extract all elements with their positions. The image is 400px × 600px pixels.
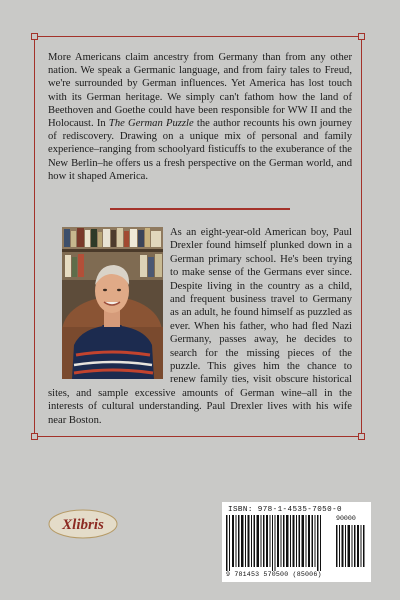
author-bio xyxy=(48,226,352,427)
barcode-panel xyxy=(222,502,371,582)
barcode-graphic xyxy=(226,515,367,571)
frame-corner-top-left xyxy=(31,33,38,40)
frame-corner-top-right xyxy=(358,33,365,40)
book-title: The German Puzzle xyxy=(108,118,194,130)
blurb-text-part1: More Americans claim ancestry from Germany than from any other nation. We speak a Germanic language, and from fairy tales to Freud, we're surrounded by German influences. Yet America has lost touch with its German heritage. We simply can't fathom how the land of Beethoven and Goethe could have been responsible for WW II and the Holocaust. In xyxy=(48,52,352,130)
frame-corner-bottom-left xyxy=(31,433,38,440)
barcode-digits xyxy=(226,571,322,578)
barcode-addon-digits: (85006) xyxy=(292,571,322,578)
book-blurb xyxy=(48,51,352,183)
section-divider xyxy=(110,208,290,210)
isbn-label: ISBN: 978-1-4535-7050-0 xyxy=(228,506,343,514)
author-bio-text: As an eight-year-old American boy, Paul Drexler found himself plunked down in a German primary school. He's been trying to make sense of the Germans ever since. Despite living in the country as a child, and frequent business travel to Germany as an adult, he found himself as puzzled as ever. When his father, who had fled Nazi Germany, passes away, he decides to search for the missing pieces of the puzzle. This gives him the chance to renew family ties, visit obscure historical sites, and sample excessive amounts of German wine–all in the interests of cultural understanding. Paul Drexler lives with his wife near Boston. xyxy=(48,227,352,426)
publisher-logo xyxy=(48,508,118,540)
frame-corner-bottom-right xyxy=(358,433,365,440)
price-code: 90000 xyxy=(336,515,356,522)
photo-placeholder xyxy=(48,226,170,376)
svg-text:Xlibris: Xlibris xyxy=(62,517,104,533)
barcode-main-digits: 9 781453 570500 xyxy=(226,571,289,578)
blurb-text-part2: the author recounts his own journey of rediscovery. Drawing on a unique mix of personal and family experience–ranging from schoolyard fisticuffs to the exuberance of the New Berlin–he offers us a fresh perspective on the German world, and how it shaped America. xyxy=(48,118,352,182)
